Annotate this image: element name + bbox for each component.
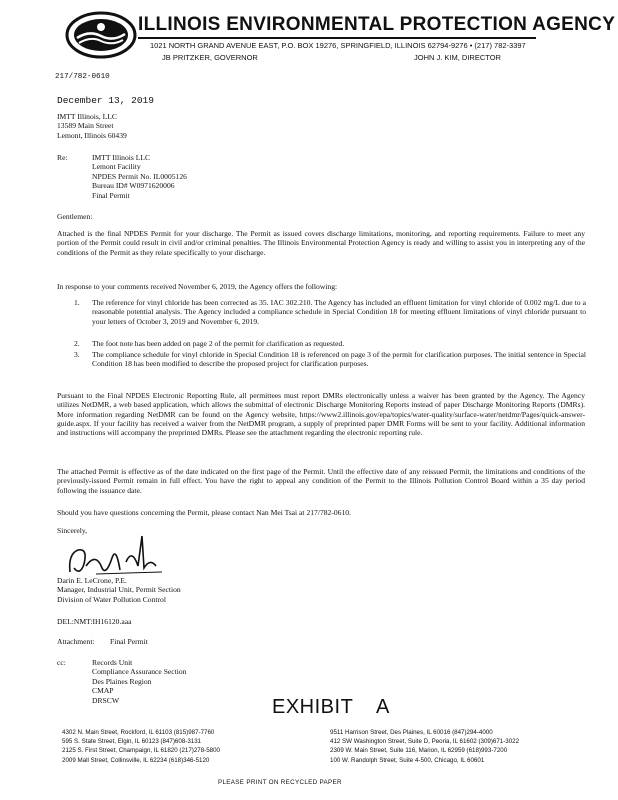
paragraph-contact: Should you have questions concerning the Permit, please contact Nan Mei Tsai at 217/782-0610. [57,508,351,517]
signer-line: Darin E. LeCrone, P.E. [57,576,127,585]
footer-office-line: 412 SW Washington Street, Suite D, Peoria, IL 61602 (309)671-3022 [330,738,520,746]
signature [66,528,176,580]
footer-office-line: 4302 N. Main Street, Rockford, IL 61103 (815)987-7760 [62,729,215,736]
footer-office-line: 2309 W. Main Street, Suite 116, Marion, IL 62959 (618)993-7200 [330,747,508,755]
footer-offices-right [330,728,519,765]
attachment-label: Attachment: [57,637,95,646]
recipient-line: Lemont, Illinois 60439 [57,130,127,140]
item-number: 2. [74,339,80,348]
cc-item: Compliance Assurance Section [92,667,187,677]
salutation: Gentlemen: [57,212,93,221]
re-line: NPDES Permit No. IL0005126 [92,171,187,181]
cc-item: Des Plaines Region [92,676,152,686]
paragraph-intro: Attached is the final NPDES Permit for your discharge. The Permit as issued covers discharge limitations, monitoring, and reporting requirements. Failure to meet any portion of the Permit could result in civil and/or criminal penalties. The Illinois Environmental Protection Agency is ready and willing to assist you in interpreting any of the conditions of the Permit as they relate specifically to your discharge. [57,229,585,257]
signer-block [57,576,181,604]
exhibit-label: EXHIBIT A [272,696,390,718]
cc-label: cc: [57,658,66,667]
footer-office-line: 9511 Harrison Street, Des Plaines, IL 60016 (847)294-4000 [330,729,493,736]
recipient-line: IMTT Illinois, LLC [57,112,117,121]
footer-office-line: 2009 Mall Street, Collinsville, IL 62234 (618)346-5120 [62,756,210,764]
agency-name: ILLINOIS ENVIRONMENTAL PROTECTION AGENCY [138,14,616,35]
re-line: Bureau ID# W0971620006 [92,181,175,191]
agency-address: 1021 NORTH GRAND AVENUE EAST, P.O. BOX 19276, SPRINGFIELD, ILLINOIS 62794-9276 • (217) 782-3397 [150,41,526,50]
reference-code: DEL:NMT:IH16120.aaa [57,617,132,626]
closing: Sincerely, [57,526,88,535]
item-number: 1. [74,298,80,307]
paragraph-response: In response to your comments received November 6, 2019, the Agency offers the following: [57,282,338,291]
item-number: 3. [74,350,80,359]
item-text: The compliance schedule for vinyl chloride in Special Condition 18 is referenced on page 3 of the permit for clarification purposes. The initial sentence in Special Condition 18 has been modified to describe the proposed project for clarification purposes. [92,350,586,369]
footer-office-line: 100 W. Randolph Street, Suite 4-500, Chicago, IL 60601 [330,756,485,764]
governor-name: JB PRITZKER, GOVERNOR [162,53,258,62]
paragraph-netdmr: Pursuant to the Final NPDES Electronic Reporting Rule, all permittees must report DMRs electronically unless a waiver has been granted by the Agency. The Agency utilizes NetDMR, a web based application, which allows the submittal of electronic Discharge Monitoring Reports instead of paper Discharge Monitoring Reports (DMRs). More information regarding NetDMR can be found on the Agency website, https://www2.illinois.gov/epa/topics/water-quality/surface-water/netdmr/Pages/quick-answer-guide.aspx. If your facility has received a waiver from the NetDMR program, a supply of preprinted paper DMR Forms will be sent to your facility. Additional information and instructions will accompany the preprinted DMRs. Please see the attachment regarding the electronic reporting rule. [57,391,585,438]
letter-date: December 13, 2019 [57,95,154,106]
signer-line: Division of Water Pollution Control [57,594,166,604]
footer-office-line: 595 S. State Street, Elgin, IL 60123 (847)608-3131 [62,738,202,746]
item-text: The foot note has been added on page 2 of the permit for clarification as requested. [92,339,345,348]
cc-list [92,658,186,705]
re-label: Re: [57,153,68,162]
letterhead-rule [138,37,536,39]
recycled-note: PLEASE PRINT ON RECYCLED PAPER [218,779,342,786]
recipient-block [57,112,127,140]
item-text: The reference for vinyl chloride has been corrected as 35. IAC 302.210. The Agency has included an effluent limitation for vinyl chloride of 0.002 mg/L due to a reasonable potential analysis. The Agency included a compliance schedule in Special Condition 18 for meeting effluent limitations of vinyl chloride pursuant to your letters of October 3, 2019 and November 6, 2019. [92,298,586,326]
re-block [92,153,187,200]
cc-item: DRSCW [92,695,120,705]
cc-item: CMAP [92,686,114,696]
footer-office-line: 2125 S. First Street, Champaign, IL 61820 (217)278-5800 [62,747,220,755]
agency-seal-icon [64,10,138,60]
director-name: JOHN J. KIM, DIRECTOR [414,53,501,62]
cc-item: Records Unit [92,658,133,667]
paragraph-effective: The attached Permit is effective as of the date indicated on the first page of the Permit. Until the effective date of any reissued Permit, the limitations and conditions of the previously-issued Permit remain in full effect. You have the right to appeal any condition of the Permit to the Illinois Pollution Control Board within a 35 day period following the issuance date. [57,467,585,495]
re-line: Final Permit [92,190,130,200]
attachment-value: Final Permit [110,637,148,646]
phone-reference: 217/782-0610 [55,73,110,81]
signer-line: Manager, Industrial Unit, Permit Section [57,585,181,595]
re-line: Lemont Facility [92,162,141,172]
footer-offices-left [62,728,220,765]
recipient-line: 13589 Main Street [57,121,114,131]
re-line: IMTT Illinois LLC [92,153,151,162]
